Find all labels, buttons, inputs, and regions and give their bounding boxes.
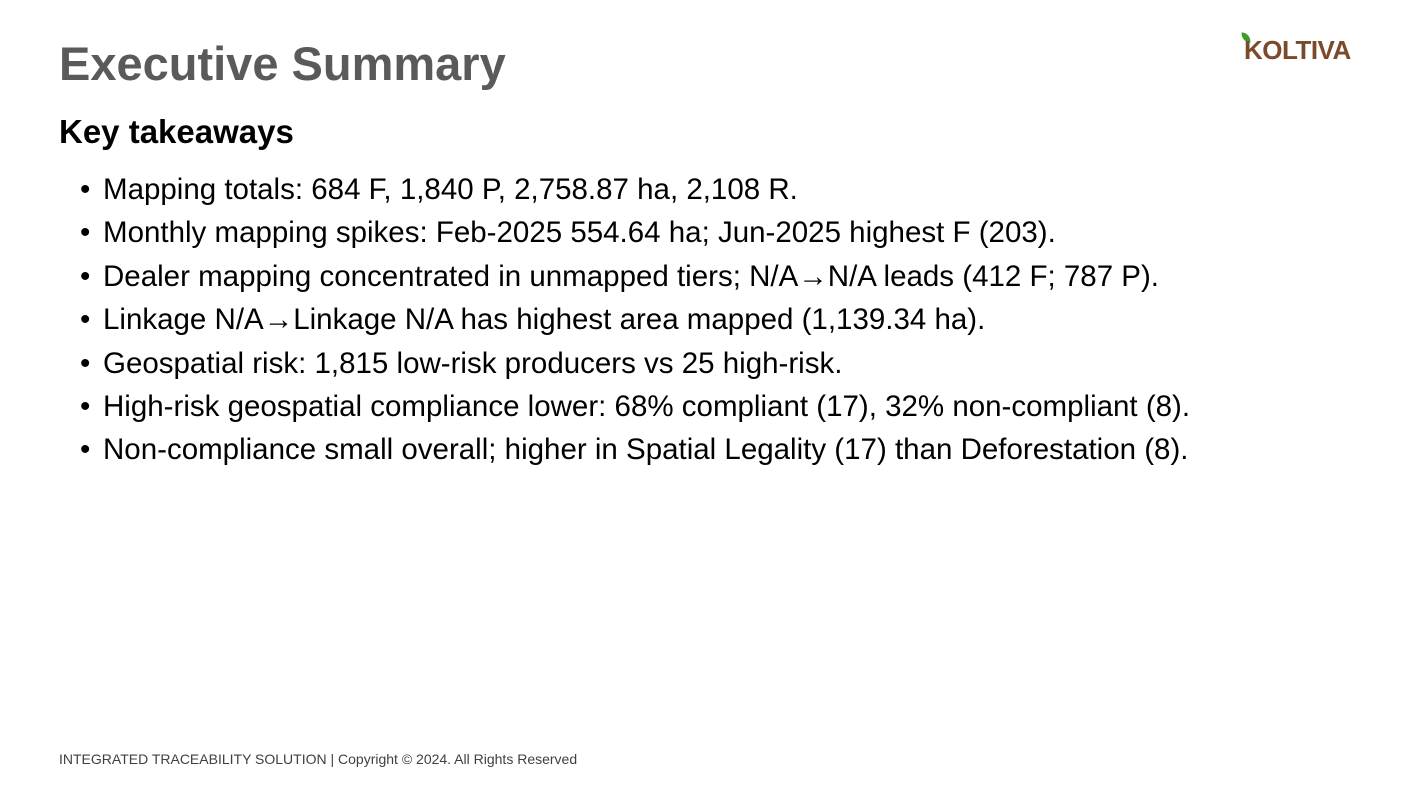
footer-copyright: INTEGRATED TRACEABILITY SOLUTION | Copyright © 2024. All Rights Reserved [59,751,578,767]
list-item [80,298,1380,341]
bullet-icon: • [80,346,91,380]
list-item [80,168,1380,211]
page-title: Executive Summary [59,37,506,90]
logo-wordmark: KOLTIVA [1244,35,1351,65]
list-item-text: Monthly mapping spikes: Feb-2025 554.64 ha; Jun-2025 highest F (203). [103,216,1056,250]
list-item-text: Geospatial risk: 1,815 low-risk producers vs 25 high-risk. [103,346,843,380]
list-item [80,211,1380,254]
list-item [80,255,1380,298]
bullet-icon: • [80,173,91,206]
list-item-text: Mapping totals: 684 F, 1,840 P, 2,758.87 ha, 2,108 R. [103,173,798,206]
bullet-icon: • [80,389,91,423]
list-item-text: Non-compliance small overall; higher in Spatial Legality (17) than Deforestation (8). [103,433,1189,467]
list-item-text: Linkage N/A→Linkage N/A has highest area mapped (1,139.34 ha). [103,303,986,337]
koltiva-logo [1240,32,1351,66]
bullet-icon: • [80,433,91,467]
takeaways-list [80,168,1380,472]
bullet-icon: • [80,303,91,337]
bullet-icon: • [80,216,91,250]
list-item-text: High-risk geospatial compliance lower: 68% compliant (17), 32% non-compliant (8). [103,389,1191,423]
list-item [80,428,1380,471]
section-heading: Key takeaways [59,113,294,150]
list-item [80,342,1380,385]
bullet-icon: • [80,259,91,293]
list-item-text: Dealer mapping concentrated in unmapped tiers; N/A→N/A leads (412 F; 787 P). [103,259,1160,293]
list-item [80,385,1380,428]
